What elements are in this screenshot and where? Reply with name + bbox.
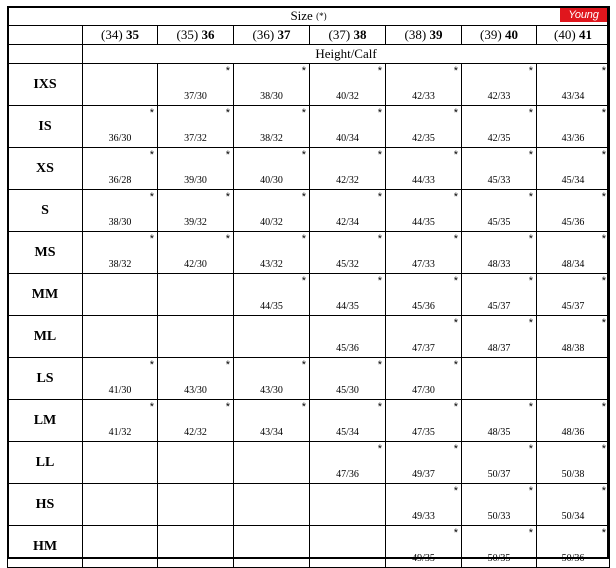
asterisk-mark: *: [601, 65, 607, 77]
row-label: XS: [8, 148, 83, 190]
height-calf-value: 42/33: [412, 91, 435, 102]
eu-size-label: (38): [404, 27, 427, 42]
asterisk-mark: *: [149, 191, 154, 203]
asterisk-mark: *: [453, 527, 458, 539]
height-calf-value: 42/30: [184, 259, 207, 270]
row-label: MM: [8, 274, 83, 316]
asterisk-mark: *: [453, 191, 458, 203]
height-calf-value: 47/36: [336, 469, 359, 480]
height-calf-value: 45/33: [487, 175, 511, 186]
height-calf-value: 41/30: [108, 385, 132, 396]
height-calf-value: 49/37: [412, 469, 435, 480]
asterisk-mark: *: [601, 443, 607, 455]
asterisk-mark: *: [601, 275, 607, 287]
asterisk-mark: *: [453, 149, 458, 161]
height-calf-value: 38/32: [260, 133, 283, 144]
eu-size-label: (36): [252, 27, 275, 42]
height-calf-value: 50/35: [487, 553, 511, 564]
height-calf-value: 48/37: [487, 343, 511, 354]
height-calf-value: 43/32: [260, 259, 283, 270]
height-calf-value: 37/32: [184, 133, 207, 144]
height-calf-value: 42/35: [487, 133, 511, 144]
row-label: IXS: [8, 64, 83, 106]
asterisk-mark: *: [149, 149, 154, 161]
asterisk-mark: *: [453, 275, 458, 287]
row-label: HM: [8, 526, 83, 568]
asterisk-mark: *: [601, 401, 607, 413]
height-calf-value: 45/35: [487, 217, 511, 228]
height-calf-value: 40/30: [260, 175, 283, 186]
asterisk-mark: *: [528, 107, 533, 119]
height-calf-value: 44/33: [412, 175, 435, 186]
height-calf-value: 44/35: [260, 301, 283, 312]
asterisk-mark: *: [601, 149, 607, 161]
height-calf-value: 50/37: [487, 469, 511, 480]
size-number: 36: [201, 27, 215, 42]
asterisk-mark: *: [377, 65, 382, 77]
asterisk-mark: *: [453, 443, 458, 455]
height-calf-value: 47/37: [412, 343, 435, 354]
row-label: IS: [8, 106, 83, 148]
asterisk-mark: *: [225, 149, 230, 161]
asterisk-mark: *: [377, 443, 382, 455]
size-number: 40: [504, 27, 518, 42]
row-label: LM: [8, 400, 83, 442]
eu-size-label: (34): [101, 27, 123, 42]
asterisk-mark: *: [301, 65, 306, 77]
asterisk-mark: *: [377, 107, 382, 119]
asterisk-mark: *: [528, 317, 533, 329]
height-calf-value: 48/38: [561, 343, 585, 354]
height-calf-subheader: Height/Calf: [83, 45, 610, 64]
height-calf-value: 42/33: [487, 91, 511, 102]
asterisk-mark: *: [225, 401, 230, 413]
height-calf-value: 50/38: [561, 469, 585, 480]
asterisk-mark: *: [377, 149, 382, 161]
asterisk-mark: *: [528, 401, 533, 413]
asterisk-mark: *: [453, 401, 458, 413]
asterisk-mark: *: [149, 233, 154, 245]
asterisk-mark: *: [377, 275, 382, 287]
height-calf-value: 48/33: [487, 259, 511, 270]
height-calf-value: 45/36: [336, 343, 359, 354]
height-calf-value: 36/30: [108, 133, 132, 144]
height-calf-value: 45/36: [561, 217, 585, 228]
asterisk-mark: *: [377, 359, 382, 371]
asterisk-mark: *: [453, 65, 458, 77]
size-number: 37: [277, 27, 291, 42]
height-calf-value: 40/34: [336, 133, 359, 144]
height-calf-value: 43/34: [260, 427, 283, 438]
row-label: LL: [8, 442, 83, 484]
height-calf-value: 43/30: [260, 385, 283, 396]
height-calf-value: 48/34: [561, 259, 585, 270]
height-calf-value: 50/34: [561, 511, 585, 522]
height-calf-value: 47/30: [412, 385, 435, 396]
row-label: ML: [8, 316, 83, 358]
asterisk-mark: *: [149, 359, 154, 371]
height-calf-value: 38/32: [108, 259, 132, 270]
height-calf-value: 43/36: [561, 133, 585, 144]
asterisk-mark: *: [377, 191, 382, 203]
asterisk-mark: *: [601, 233, 607, 245]
asterisk-mark: *: [601, 527, 607, 539]
row-label: HS: [8, 484, 83, 526]
asterisk-mark: *: [453, 317, 458, 329]
height-calf-value: 49/35: [412, 553, 435, 564]
height-calf-value: 38/30: [108, 217, 132, 228]
asterisk-mark: *: [149, 401, 154, 413]
outer-frame: [7, 6, 609, 559]
asterisk-mark: *: [225, 107, 230, 119]
eu-size-label: (37): [328, 27, 351, 42]
height-calf-value: 39/30: [184, 175, 207, 186]
height-calf-value: 40/32: [336, 91, 359, 102]
asterisk-mark: *: [377, 233, 382, 245]
asterisk-mark: *: [601, 107, 607, 119]
height-calf-value: 39/32: [184, 217, 207, 228]
height-calf-value: 45/37: [561, 301, 585, 312]
row-label: LS: [8, 358, 83, 400]
size-number: 35: [125, 27, 139, 42]
asterisk-mark: *: [528, 527, 533, 539]
asterisk-mark: *: [301, 359, 306, 371]
asterisk-mark: *: [225, 359, 230, 371]
height-calf-value: 37/30: [184, 91, 207, 102]
asterisk-mark: *: [453, 359, 458, 371]
asterisk-mark: *: [528, 65, 533, 77]
height-calf-value: 48/35: [487, 427, 511, 438]
height-calf-value: 43/30: [184, 385, 207, 396]
asterisk-mark: *: [377, 401, 382, 413]
eu-size-label: (39): [480, 27, 502, 42]
height-calf-value: 41/32: [108, 427, 132, 438]
eu-size-label: (40): [554, 27, 576, 42]
height-calf-value: 45/34: [561, 175, 585, 186]
asterisk-mark: *: [601, 317, 607, 329]
height-calf-value: 50/36: [561, 553, 585, 564]
height-calf-value: 42/32: [336, 175, 359, 186]
height-calf-value: 47/33: [412, 259, 435, 270]
asterisk-mark: *: [301, 191, 306, 203]
height-calf-value: 44/35: [336, 301, 359, 312]
asterisk-mark: *: [453, 485, 458, 497]
height-calf-value: 38/30: [260, 91, 283, 102]
height-calf-value: 42/34: [336, 217, 359, 228]
asterisk-mark: *: [225, 233, 230, 245]
asterisk-mark: *: [301, 401, 306, 413]
row-label: S: [8, 190, 83, 232]
height-calf-value: 43/34: [561, 91, 585, 102]
height-calf-value: 45/36: [412, 301, 435, 312]
asterisk-mark: *: [301, 107, 306, 119]
height-calf-value: 40/32: [260, 217, 283, 228]
asterisk-mark: *: [528, 485, 533, 497]
height-calf-value: 44/35: [412, 217, 435, 228]
size-title: Size: [290, 8, 313, 23]
asterisk-mark: *: [528, 191, 533, 203]
asterisk-mark: *: [225, 65, 230, 77]
height-calf-value: 47/35: [412, 427, 435, 438]
height-calf-value: 42/35: [412, 133, 435, 144]
asterisk-mark: *: [601, 191, 607, 203]
height-calf-value: 45/30: [336, 385, 359, 396]
asterisk-mark: *: [453, 233, 458, 245]
height-calf-value: 42/32: [184, 427, 207, 438]
asterisk-mark: *: [528, 233, 533, 245]
size-number: 39: [429, 27, 443, 42]
asterisk-mark: *: [301, 275, 306, 287]
row-label: MS: [8, 232, 83, 274]
eu-size-label: (35): [176, 27, 199, 42]
height-calf-value: 45/32: [336, 259, 359, 270]
size-number: 38: [353, 27, 367, 42]
size-note: (*): [316, 11, 327, 21]
asterisk-mark: *: [528, 275, 533, 287]
height-calf-value: 49/33: [412, 511, 435, 522]
size-number: 41: [578, 27, 592, 42]
asterisk-mark: *: [528, 149, 533, 161]
height-calf-value: 50/33: [487, 511, 511, 522]
asterisk-mark: *: [453, 107, 458, 119]
height-calf-value: 36/28: [108, 175, 132, 186]
asterisk-mark: *: [149, 107, 154, 119]
asterisk-mark: *: [601, 485, 607, 497]
asterisk-mark: *: [528, 443, 533, 455]
asterisk-mark: *: [301, 149, 306, 161]
brand-logo: Young: [560, 8, 607, 22]
height-calf-value: 48/36: [561, 427, 585, 438]
asterisk-mark: *: [225, 191, 230, 203]
height-calf-value: 45/34: [336, 427, 359, 438]
height-calf-value: 45/37: [487, 301, 511, 312]
asterisk-mark: *: [301, 233, 306, 245]
